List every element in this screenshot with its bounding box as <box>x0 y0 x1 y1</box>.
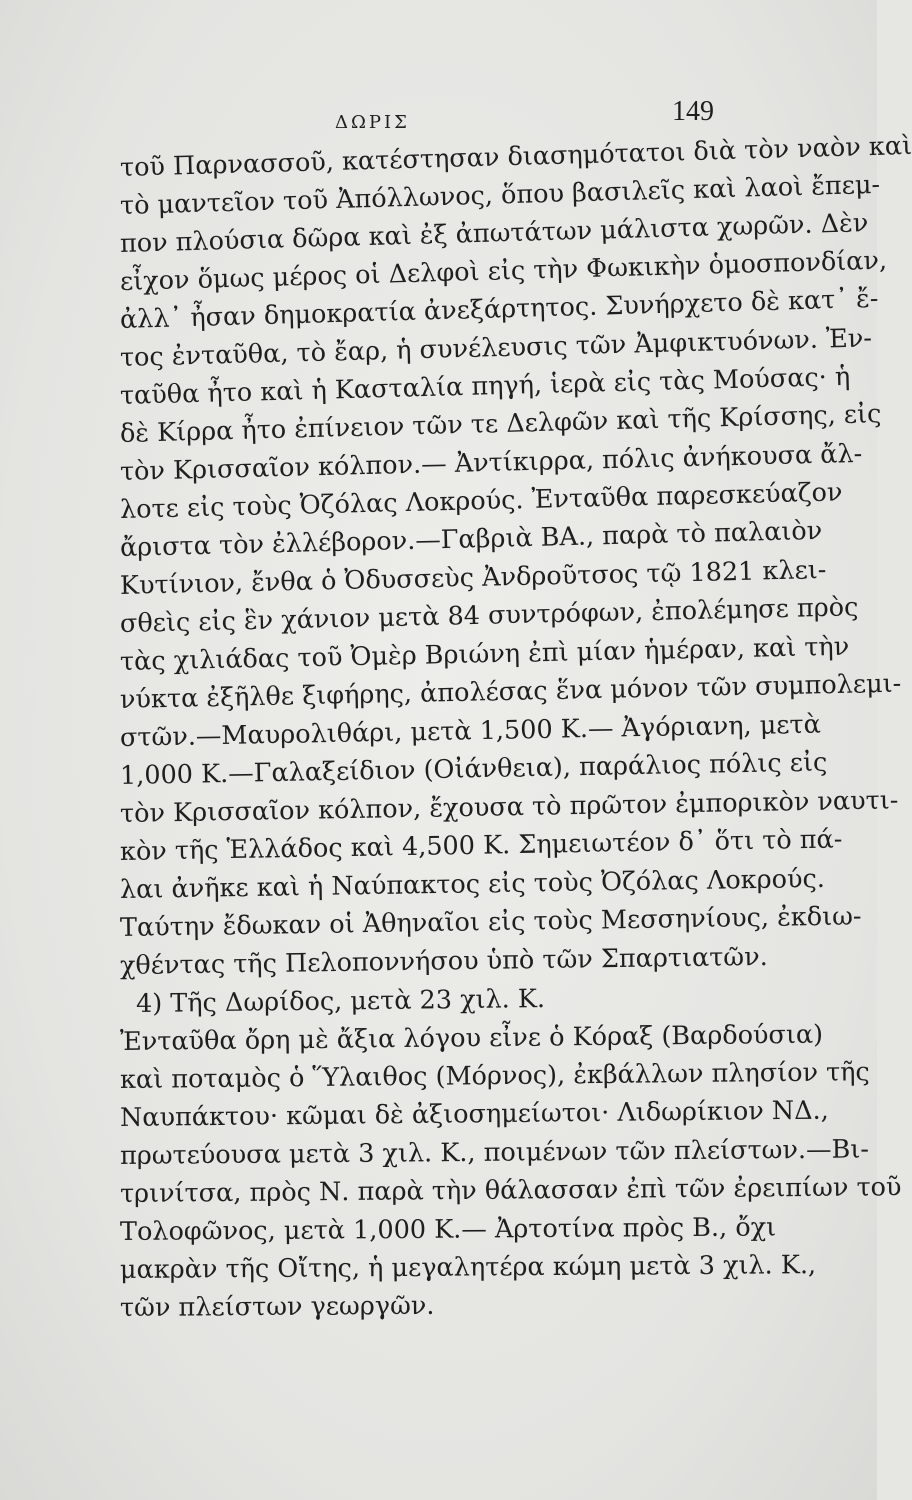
text-line: στῶν.—Μαυρολιθάρι, μετὰ 1,500 Κ.— Ἀγόριανη, μετὰ <box>119 709 822 753</box>
text-line: πον πλούσια δῶρα καὶ ἐξ ἀπωτάτων μάλιστα χωρῶν. Δὲν <box>119 208 869 259</box>
text-line: μακρὰν τῆς Οἴτης, ἡ μεγαλητέρα κώμη μετὰ 3 χιλ. Κ., <box>119 1250 817 1285</box>
text-line: λοτε εἰς τοὺς Ὀζόλας Λοκρούς. Ἐνταῦθα παρεσκεύαζον <box>119 477 843 525</box>
text-line: τος ἐνταῦθα, τὸ ἔαρ, ἡ συνέλευσις τῶν Ἀμφικτυόνων. Ἐν- <box>119 323 873 373</box>
text-line: δὲ Κίρρα ἦτο ἐπίνειον τῶν τε Δελφῶν καὶ τῆς Κρίσσης, εἰς <box>119 399 882 449</box>
text-line: Κυτίνιον, ἔνθα ὁ Ὀδυσσεὺς Ἀνδροῦτσος τῷ 1821 κλει- <box>119 554 827 601</box>
text-line: καὶ ποταμὸς ὁ Ὕλαιθος (Μόρνος), ἐκβάλλων πλησίον τῆς <box>119 1057 870 1095</box>
text-line: τὸν Κρισσαῖον κόλπον, ἔχουσα τὸ πρῶτον ἐμπορικὸν ναυτι- <box>119 785 899 829</box>
text-line: εἶχον ὅμως μέρος οἱ Δελφοὶ εἰς τὴν Φωκικὴν ὁμοσπονδίαν, <box>119 245 888 297</box>
text-line: ταῦθα ἦτο καὶ ἡ Κασταλία πηγή, ἱερὰ εἰς τὰς Μούσας· ἡ <box>119 361 851 411</box>
text-line: λαι ἀνῆκε καὶ ἡ Ναύπακτος εἰς τοὺς Ὀζόλας Λοκρούς. <box>119 863 826 905</box>
text-line: Ταύτην ἔδωκαν οἱ Ἀθηναῖοι εἰς τοὺς Μεσσηνίους, ἐκδιω- <box>119 901 862 943</box>
text-line: Ναυπάκτου· κῶμαι δὲ ἀξιοσημείωτοι· Λιδωρίκιον ΝΔ., <box>119 1095 829 1133</box>
section-heading: 4) Τῆς Δωρίδος, μετὰ 23 χιλ. Κ. <box>135 984 546 1019</box>
text-line: Τολοφῶνος, μετὰ 1,000 Κ.— Ἀρτοτίνα πρὸς Β., ὄχι <box>119 1212 777 1247</box>
text-line: τρινίτσα, πρὸς Ν. παρὰ τὴν θάλασσαν ἐπὶ τῶν ἐρειπίων τοῦ <box>119 1172 902 1209</box>
text-line: νύκτα ἐξῆλθε ξιφήρης, ἀπολέσας ἕνα μόνον τῶν συμπολεμι- <box>119 668 902 715</box>
text-line: 1,000 Κ.—Γαλαξείδιον (Οἰάνθεια), παράλιος πόλις εἰς <box>119 747 828 791</box>
text-line: τῶν πλείστων γεωργῶν. <box>119 1290 435 1323</box>
text-line: τὰς χιλιάδας τοῦ Ὀμὲρ Βριώνη ἐπὶ μίαν ἡμέραν, καὶ τὴν <box>119 631 850 677</box>
text-line: τὸν Κρισσαῖον κόλπον.— Ἀντίκιρρα, πόλις ἀνήκουσα ἄλ- <box>119 438 863 487</box>
text-line: τοῦ Παρνασσοῦ, κατέστησαν διασημότατοι διὰ τὸν ναὸν καὶ <box>119 130 912 183</box>
text-line: χθέντας τῆς Πελοποννήσου ὑπὸ τῶν Σπαρτιατῶν. <box>119 941 768 981</box>
text-line: πρωτεύουσα μετὰ 3 χιλ. Κ., ποιμένων τῶν πλείστων.—Βι- <box>119 1134 869 1171</box>
text-line: τὸ μαντεῖον τοῦ Ἀπόλλωνος, ὅπου βασιλεῖς καὶ λαοὶ ἔπεμ- <box>119 169 881 221</box>
text-line: ἀλλ᾽ ἦσαν δημοκρατία ἀνεξάρτητος. Συνήρχετο δὲ κατ᾽ ἔ- <box>119 283 879 335</box>
text-line: ἄριστα τὸν ἐλλέβορον.—Γαβριὰ ΒΑ., παρὰ τὸ παλαιὸν <box>119 515 823 563</box>
text-line: σθεὶς εἰς ἓν χάνιον μετὰ 84 συντρόφων, ἐπολέμησε πρὸς <box>119 592 859 639</box>
page-number: 149 <box>672 96 714 127</box>
text-line: κὸν τῆς Ἑλλάδος καὶ 4,500 Κ. Σημειωτέον δ᾽ ὅτι τὸ πά- <box>119 824 843 867</box>
text-line: Ἐνταῦθα ὄρη μὲ ἄξια λόγου εἶνε ὁ Κόραξ (Βαρδούσια) <box>119 1019 824 1057</box>
body-text <box>0 130 912 1372</box>
running-head: ΔΩΡΙΣ <box>335 112 410 133</box>
page-header <box>0 96 877 136</box>
